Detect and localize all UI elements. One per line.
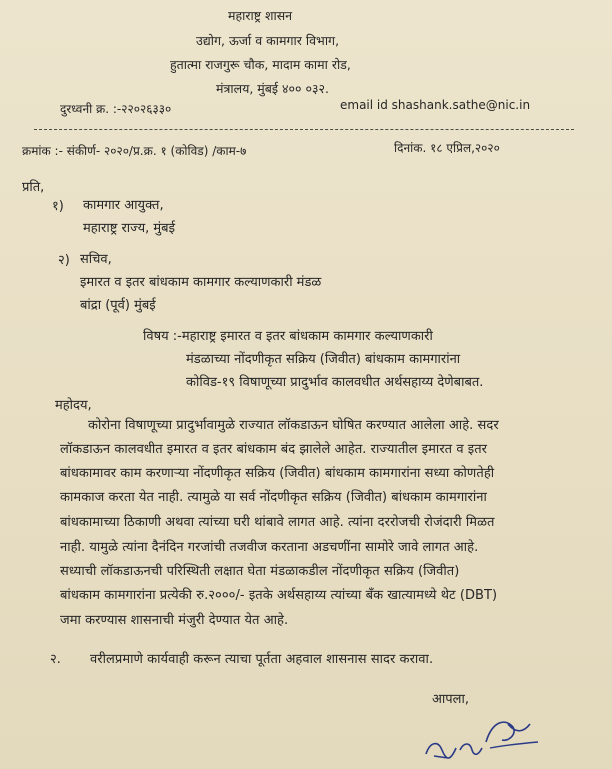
recipient-2-org: इमारत व इतर बांधकाम कामगार कल्याणकारी मंडळ <box>80 275 322 290</box>
subject-line-3: कोविड-१९ विषाणूच्या प्रादुर्भाव कालवधीत अर्थसहाय्य देणेबाबत. <box>186 375 484 390</box>
recipient-1-address: महाराष्ट्र राज्य, मुंबई <box>83 221 175 236</box>
letterhead-line-4: मंत्रालय, मुंबई ४०० ०३२. <box>216 81 329 96</box>
phone-number: दुरध्वनी क्र. :-२२०२६३३० <box>60 102 172 116</box>
paragraph-2-number: २. <box>50 652 61 667</box>
letter-date: दिनांक. १८ एप्रिल,२०२० <box>394 141 500 155</box>
letterhead-line-1: महाराष्ट्र शासन <box>228 8 293 23</box>
body-line: कामकाज करता येत नाही. त्यामुळे या सर्व नोंदणीकृत सक्रिय (जिवीत) बांधकाम कामगारांना <box>60 490 487 505</box>
reference-number: क्रमांक :- संकीर्ण- २०२०/प्र.क्र. १ (कोविड) /काम-७ <box>22 144 247 158</box>
email-id: email id shashank.sathe@nic.in <box>340 98 531 112</box>
header-divider <box>34 129 574 130</box>
body-line: बांधकामाच्या ठिकाणी अथवा त्यांच्या घरी थांबावे लागत आहे. त्यांना दररोजची रोजंदारी मिळत <box>60 515 495 530</box>
body-line: बांधकामावर काम करणाऱ्या नोंदणीकृत सक्रिय (जिवीत) बांधकाम कामगारांना सध्या कोणतेही <box>60 466 495 481</box>
recipient-2-title: सचिव, <box>80 252 112 267</box>
closing-yours: आपला, <box>432 692 469 707</box>
letterhead-line-3: हुतात्मा राजगुरू चौक, मादाम कामा रोड, <box>170 57 351 72</box>
body-line: नाही. यामुळे त्यांना दैनंदिन गरजांची तजवीज करताना अडचणींना सामोरे जावे लागत आहे. <box>60 540 479 555</box>
prati-label: प्रति, <box>22 180 45 195</box>
recipient-2-address: बांद्रा (पूर्व) मुंबई <box>80 298 156 313</box>
body-line: बांधकाम कामगारांना प्रत्येकी रु.२०००/- इतके अर्थसहाय्य त्यांच्या बँक खात्यामध्ये थेट (DBT) <box>60 588 498 603</box>
recipient-1-number: १) <box>52 199 64 214</box>
subject-line-2: मंडळाच्या नोंदणीकृत सक्रिय (जिवीत) बांधकाम कामगारांना <box>186 352 461 367</box>
signature-image <box>420 712 550 769</box>
letterhead-line-2: उद्योग, ऊर्जा व कामगार विभाग, <box>196 33 340 48</box>
subject-line-1: विषय :-महाराष्ट्र इमारत व इतर बांधकाम कामगार कल्याणकारी <box>143 329 433 344</box>
body-line: जमा करण्यास शासनाची मंजुरी देण्यात येत आहे. <box>60 613 289 628</box>
body-line: सध्याची लॉकडाऊनची परिस्थिती लक्षात घेता मंडळाकडील नोंदणीकृत सक्रिय (जिवीत) <box>60 564 460 579</box>
body-line: कोरोना विषाणूच्या प्रादुर्भावामुळे राज्यात लॉकडाऊन घोषित करण्यात आलेला आहे. सदर <box>88 418 499 433</box>
recipient-2-number: २) <box>58 253 70 268</box>
recipient-1-title: कामगार आयुक्त, <box>83 198 164 213</box>
body-line: लॉकडाऊन कालवधीत इमारत व इतर बांधकाम बंद झालेले आहेत. राज्यातील इमारत व इतर <box>60 442 488 457</box>
paragraph-2-text: वरीलप्रमाणे कार्यवाही करून त्याचा पूर्तता अहवाल शासनास सादर करावा. <box>90 652 434 667</box>
salutation: महोदय, <box>55 398 92 413</box>
